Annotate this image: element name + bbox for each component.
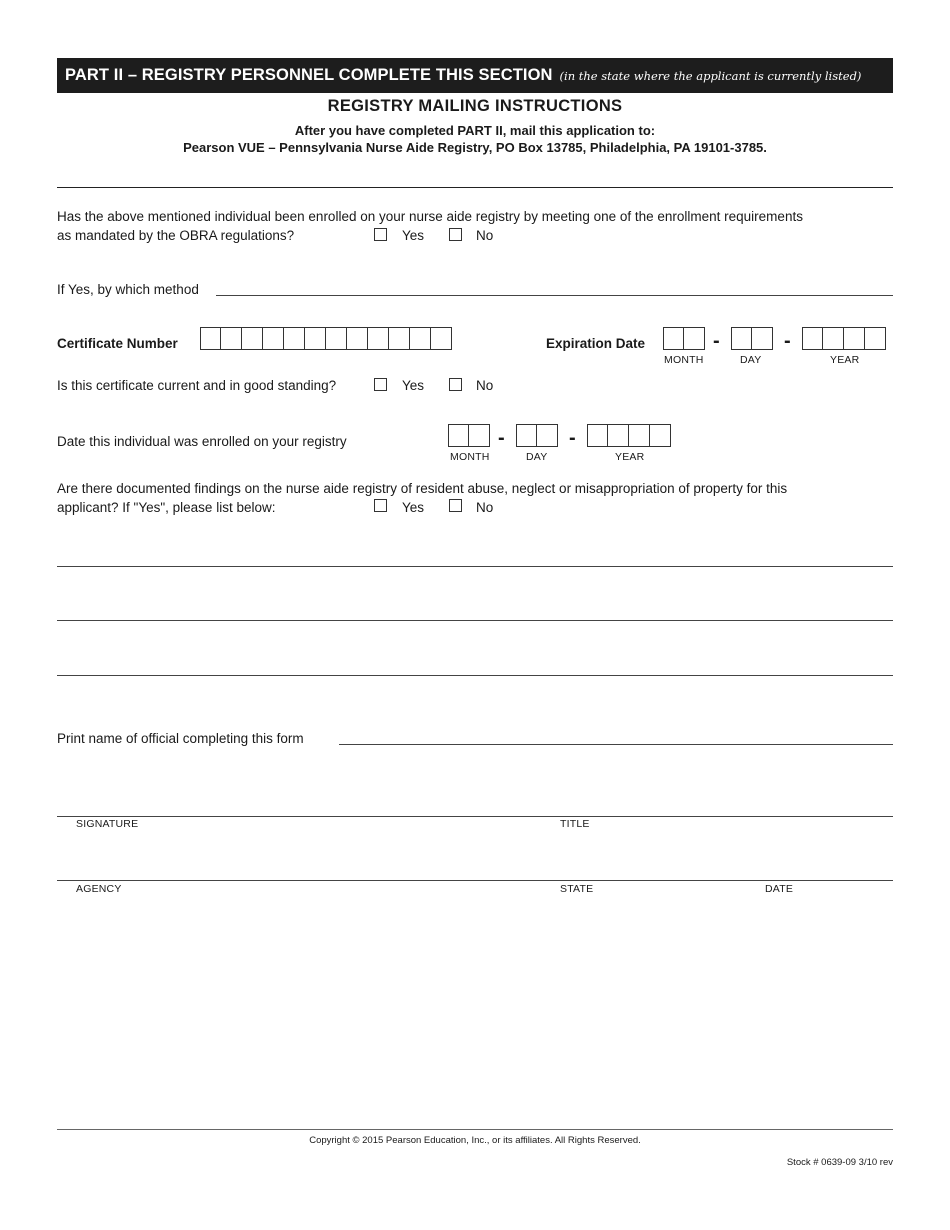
expiration-year-caption: YEAR: [830, 354, 860, 366]
certificate-number-digit[interactable]: [389, 327, 410, 350]
findings-question-line-1: Are there documented findings on the nurse aide registry of resident abuse, neglect or misappropriation of property for this: [57, 481, 788, 496]
expiration-date-label: Expiration Date: [546, 336, 646, 351]
enrollment-no-label: No: [476, 228, 494, 243]
enrollment-year-digit[interactable]: [629, 424, 650, 447]
expiration-year-boxes[interactable]: [802, 327, 886, 350]
certificate-number-boxes[interactable]: [200, 327, 452, 350]
agency-line[interactable]: [57, 880, 893, 881]
findings-no-checkbox[interactable]: [449, 499, 462, 512]
agency-caption: AGENCY: [76, 883, 122, 895]
enrollment-question-line-2: as mandated by the OBRA regulations?: [57, 228, 295, 243]
stock-number: Stock # 0639-09 3/10 rev: [786, 1157, 893, 1168]
official-name-input-line[interactable]: [339, 744, 893, 745]
enrollment-month-caption: MONTH: [450, 451, 490, 463]
enrollment-date-label: Date this individual was enrolled on your registry: [57, 434, 347, 449]
certificate-number-digit[interactable]: [242, 327, 263, 350]
footer-divider: [57, 1129, 893, 1130]
enrollment-no-checkbox[interactable]: [449, 228, 462, 241]
enrollment-yes-label: Yes: [402, 228, 425, 243]
certificate-number-digit[interactable]: [284, 327, 305, 350]
good-standing-yes-label: Yes: [402, 378, 425, 393]
section-divider: [57, 187, 893, 188]
certificate-number-digit[interactable]: [431, 327, 452, 350]
expiration-day-caption: DAY: [740, 354, 762, 366]
certificate-number-digit[interactable]: [368, 327, 389, 350]
enrollment-year-digit[interactable]: [587, 424, 608, 447]
enrollment-month-boxes[interactable]: [448, 424, 490, 447]
good-standing-no-label: No: [476, 378, 494, 393]
findings-list-line[interactable]: [57, 566, 893, 567]
expiration-dash-1: -: [713, 330, 720, 352]
enrollment-year-caption: YEAR: [615, 451, 645, 463]
copyright-notice: Copyright © 2015 Pearson Education, Inc., or its affiliates. All Rights Reserved.: [309, 1135, 641, 1146]
good-standing-no-checkbox[interactable]: [449, 378, 462, 391]
expiration-year-digit[interactable]: [823, 327, 844, 350]
enrollment-year-digit[interactable]: [650, 424, 671, 447]
certificate-number-digit[interactable]: [326, 327, 347, 350]
expiration-dash-2: -: [784, 330, 791, 352]
expiration-month-digit[interactable]: [684, 327, 705, 350]
enrollment-question-line-1: Has the above mentioned individual been enrolled on your nurse aide registry by meeting one of the enrollment requirements: [57, 209, 803, 224]
enrollment-month-digit[interactable]: [469, 424, 490, 447]
certificate-number-digit[interactable]: [263, 327, 284, 350]
section-header-note: (in the state where the applicant is currently listed): [559, 68, 862, 83]
enrollment-day-boxes[interactable]: [516, 424, 558, 447]
enrollment-day-digit[interactable]: [537, 424, 558, 447]
certificate-number-label: Certificate Number: [57, 336, 178, 351]
enrollment-year-boxes[interactable]: [587, 424, 671, 447]
enrollment-year-digit[interactable]: [608, 424, 629, 447]
mailing-address: Pearson VUE – Pennsylvania Nurse Aide Registry, PO Box 13785, Philadelphia, PA 19101-3785.: [183, 140, 767, 155]
certificate-number-digit[interactable]: [305, 327, 326, 350]
expiration-month-caption: MONTH: [664, 354, 704, 366]
expiration-day-digit[interactable]: [731, 327, 752, 350]
title-caption: TITLE: [560, 818, 590, 830]
state-caption: STATE: [560, 883, 594, 895]
expiration-year-digit[interactable]: [802, 327, 823, 350]
signature-line[interactable]: [57, 816, 893, 817]
mailing-instructions-line-1: After you have completed PART II, mail this application to:: [294, 123, 656, 138]
findings-yes-label: Yes: [402, 500, 425, 515]
findings-no-label: No: [476, 500, 494, 515]
good-standing-yes-checkbox[interactable]: [374, 378, 387, 391]
expiration-year-digit[interactable]: [844, 327, 865, 350]
certificate-number-digit[interactable]: [410, 327, 431, 350]
enrollment-day-digit[interactable]: [516, 424, 537, 447]
certificate-number-digit[interactable]: [347, 327, 368, 350]
section-header-bar: [57, 58, 893, 93]
enrollment-dash-2: -: [569, 427, 576, 449]
certificate-number-digit[interactable]: [221, 327, 242, 350]
expiration-day-boxes[interactable]: [731, 327, 773, 350]
findings-list-line[interactable]: [57, 675, 893, 676]
expiration-day-digit[interactable]: [752, 327, 773, 350]
findings-question-line-2: applicant? If "Yes", please list below:: [57, 500, 276, 515]
method-input-line[interactable]: [216, 295, 893, 296]
enrollment-month-digit[interactable]: [448, 424, 469, 447]
enrollment-dash-1: -: [498, 427, 505, 449]
expiration-month-boxes[interactable]: [663, 327, 705, 350]
official-name-label: Print name of official completing this form: [57, 731, 304, 746]
findings-yes-checkbox[interactable]: [374, 499, 387, 512]
expiration-year-digit[interactable]: [865, 327, 886, 350]
expiration-month-digit[interactable]: [663, 327, 684, 350]
section-header-title: PART II – REGISTRY PERSONNEL COMPLETE THIS SECTION: [65, 66, 553, 84]
date-caption: DATE: [765, 883, 794, 895]
mailing-instructions-title: REGISTRY MAILING INSTRUCTIONS: [327, 97, 623, 115]
certificate-number-digit[interactable]: [200, 327, 221, 350]
signature-caption: SIGNATURE: [76, 818, 139, 830]
good-standing-question: Is this certificate current and in good standing?: [57, 378, 337, 393]
findings-list-line[interactable]: [57, 620, 893, 621]
enrollment-day-caption: DAY: [526, 451, 548, 463]
enrollment-yes-checkbox[interactable]: [374, 228, 387, 241]
method-label: If Yes, by which method: [57, 282, 199, 297]
